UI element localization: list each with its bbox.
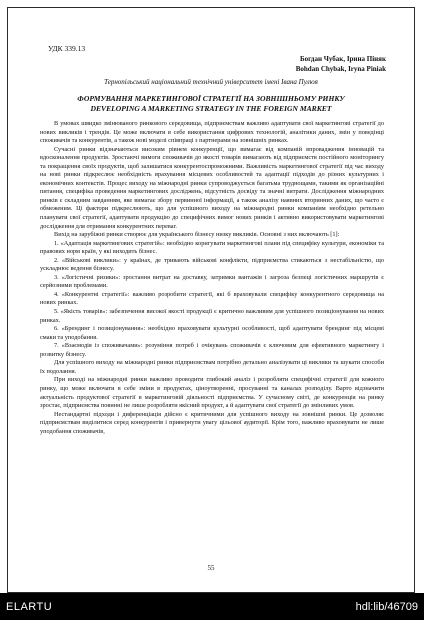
page-number: 55 (207, 564, 215, 572)
document-page (7, 7, 415, 593)
authors-ukrainian: Богдан Чубак, Ірина Піняк (299, 55, 386, 63)
authors-block (296, 54, 386, 74)
paragraph: Сучасні ринки відзначаються високим рівнем конкуренції, що вимагає від компаній впровадження інновацій та вдосконалення продуктів. Зростаючі вимоги споживачів до якості товарів вимагають від підприємств постійного моніторингу та покращення своїх продуктів, щоб залишатися конкурентоспроможними. Важливість маркетингової стратегії під час виходу на нові ринки підкреслює необхідність врахування місцевих особливостей та адаптації підходів до різних культурних і економічних контекстів. Процес виходу на міжнародні ринки супроводжується багатьма труднощами, такими як організаційні питання, специфіка проведення маркетингових досліджень, відсутність досвіду та значні витрати. Дослідження міжнародних ринків є складним завданням, яке вимагає збору первинної інформації, а також аналізу наявних вторинних даних, що часто є обмеженим. Ці фактори підкреслюють, що для успішного виходу на міжнародні ринки компаніям необхідно ретельно планувати свої стратегії, адаптувати продукцію до специфічних вимог нових ринків і активно використовувати маркетингові дослідження для отримання конкурентних переваг. (40, 145, 384, 230)
title-english: DEVELOPING A MARKETING STRATEGY IN THE FOREIGN MARKET (90, 104, 332, 113)
paragraph: В умовах швидко змінюваного ринкового середовища, підприємствам важливо адаптувати свої маркетингові стратегії до нових викликів і трендів. Це може включати в себе використання цифрових технологій, аналітики даних, змін у поведінці споживачів та конкурентів, а також нові моделі співпраці з партнерами на зовнішніх ринках. (40, 120, 384, 145)
handle-link[interactable]: hdl:lib/46709 (355, 601, 418, 613)
list-item: 2. «Військові виклики»: у країнах, де тривають військові конфлікти, підприємства стикаються з нестабільністю, що ускладнює ведення бізнесу. (40, 256, 384, 273)
paragraph: При виході на міжнародні ринки важливо проводити глибокий аналіз і розробляти специфічні стратегії для кожного ринку, що може включати в себе зміни в продуктах, ціноутворенні, просуванні та каналах розподілу. Варто відзначити актуальність продуктової стратегії в маркетинговій діяльності підприємства. У сучасному світі, де конкуренція на ринку зростає, підприємства повинні не лише розробляти якісний продукт, а й адаптувати свої стратегії до змінливих умов. (40, 376, 384, 410)
paper-title (28, 94, 394, 114)
udc-code: УДК 339.13 (48, 44, 86, 53)
affiliation: Тернопільський національний технічний університет імені Івана Пулюя (104, 78, 318, 86)
title-ukrainian: ФОРМУВАННЯ МАРКЕТИНГОВОЇ СТРАТЕГІЇ НА ЗОВНІШНЬОМУ РИНКУ (77, 94, 345, 103)
paragraph: Для успішного виходу на міжнародні ринки підприємствам потрібно детально аналізувати ці виклики та шукати способи їх подолання. (40, 359, 384, 375)
list-item: 4. «Конкурентні стратегії»: важливо розробити стратегії, які б враховували специфіку конкурентного середовища на нових ринках. (40, 290, 384, 307)
list-item: 5. «Якість товарів»: забезпечення високої якості продукції є критично важливим для успішного позиціонування на нових ринках. (40, 308, 384, 324)
body-text (40, 120, 384, 436)
list-item: 1. «Адаптація маркетингових стратегій»: необхідно коригувати маркетингові плани під специфіку культури, економіки та правових норм країн, у які виходить бізнес. (40, 239, 384, 256)
repository-name: ELARTU (6, 601, 53, 613)
repository-footer-bar (0, 593, 424, 620)
list-item: 7. «Взаємодія із споживачами»: розуміння потреб і очікувань споживачів є ключовим для ефективного маркетингу і розвитку бізнесу. (40, 342, 384, 358)
paragraph: Вихід на зарубіжні ринки створює для українського бізнесу низку викликів. Основні з них включають [1]: (54, 231, 340, 239)
paragraph: Нестандартні підходи і диференціація дійсно є критичними для успішного виходу на зовнішні ринки. Це дозволяє підприємствам виділитися серед конкурентів і привернути увагу цільової аудиторії. Крім того, важливо враховувати не лише уподобання споживачів, (40, 410, 384, 435)
list-item: 3. «Логістичні ризики»: зростання витрат на доставку, затримки вантажів і загроза безпеці логістичних маршрутів є серйозними проблемами. (40, 273, 384, 290)
list-item: 6. «Брендинг і позиціонування»: необхідно враховувати культурні особливості, щоб адаптувати брендинг під місцеві смаки та уподобання. (40, 325, 384, 341)
authors-english: Bohdan Chybak, Iryna Piniak (295, 65, 386, 73)
